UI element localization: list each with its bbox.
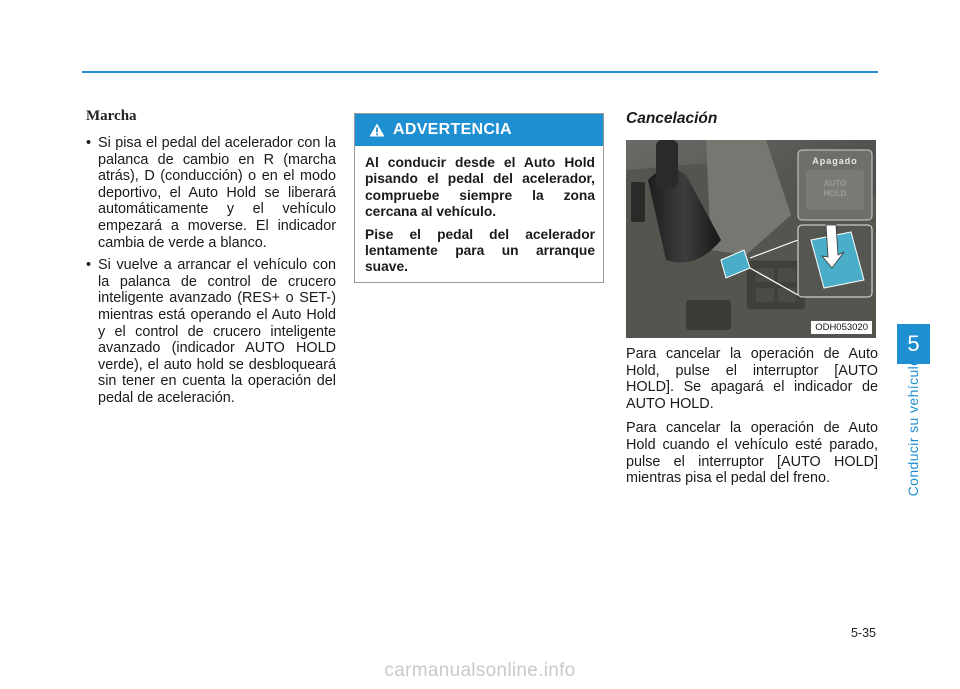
bullet-item: • Si pisa el pedal del acelerador con la palanca de cambio en R (marcha atrás), D (conducción) o en el modo deportivo, el Auto Hold se liberará automáticamente y el vehículo empezará a moverse. El indicador cambia de verde a blanco. [84, 135, 336, 251]
chapter-label: Conducir su vehículo [905, 357, 921, 497]
auto-hold-figure [626, 140, 876, 338]
bullet-list [84, 135, 336, 407]
warning-box [354, 113, 604, 283]
figure-code: ODH053020 [811, 321, 872, 334]
warning-title: ADVERTENCIA [393, 121, 512, 138]
chapter-tab: 5 [897, 324, 930, 364]
warning-header [355, 114, 603, 146]
figure-text-layer [626, 140, 876, 338]
cancel-paragraph: Para cancelar la operación de Auto Hold, pulse el interruptor [AUTO HOLD]. Se apagará el indicador de AUTO HOLD. [626, 346, 878, 412]
bullet-item: • Si vuelve a arrancar el vehículo con la palanca de control de crucero inteligente avanzado (RES+ o SET-) mientras está operando el Auto Hold y el control de crucero inteligente avanzado (indicador AUTO HOLD verde), el auto hold se desbloqueará sin tener en cuenta la operación del pedal de aceleración. [84, 257, 336, 406]
inset-label: Apagado [812, 156, 858, 166]
button-label-hold: HOLD [823, 189, 847, 198]
watermark: carmanualsonline.info [384, 660, 576, 681]
warning-icon [369, 123, 385, 137]
left-column [84, 108, 336, 413]
top-rule [82, 71, 878, 73]
cancel-heading: Cancelación [626, 110, 718, 127]
page-number: 5-35 [850, 626, 876, 640]
cancel-paragraph: Para cancelar la operación de Auto Hold cuando el vehículo esté parado, pulse el interruptor [AUTO HOLD] mientras pisa el pedal del freno. [626, 420, 878, 487]
right-column [626, 108, 878, 487]
button-label-auto: AUTO [823, 179, 847, 188]
section-title: Marcha [86, 108, 137, 124]
warning-paragraph: Al conducir desde el Auto Hold pisando el pedal del acelerador, compruebe siempre la zona cercana al vehículo. [365, 155, 595, 220]
warning-paragraph: Pise el pedal del acelerador lentamente para un arranque suave. [365, 226, 595, 275]
warning-body [355, 146, 603, 276]
